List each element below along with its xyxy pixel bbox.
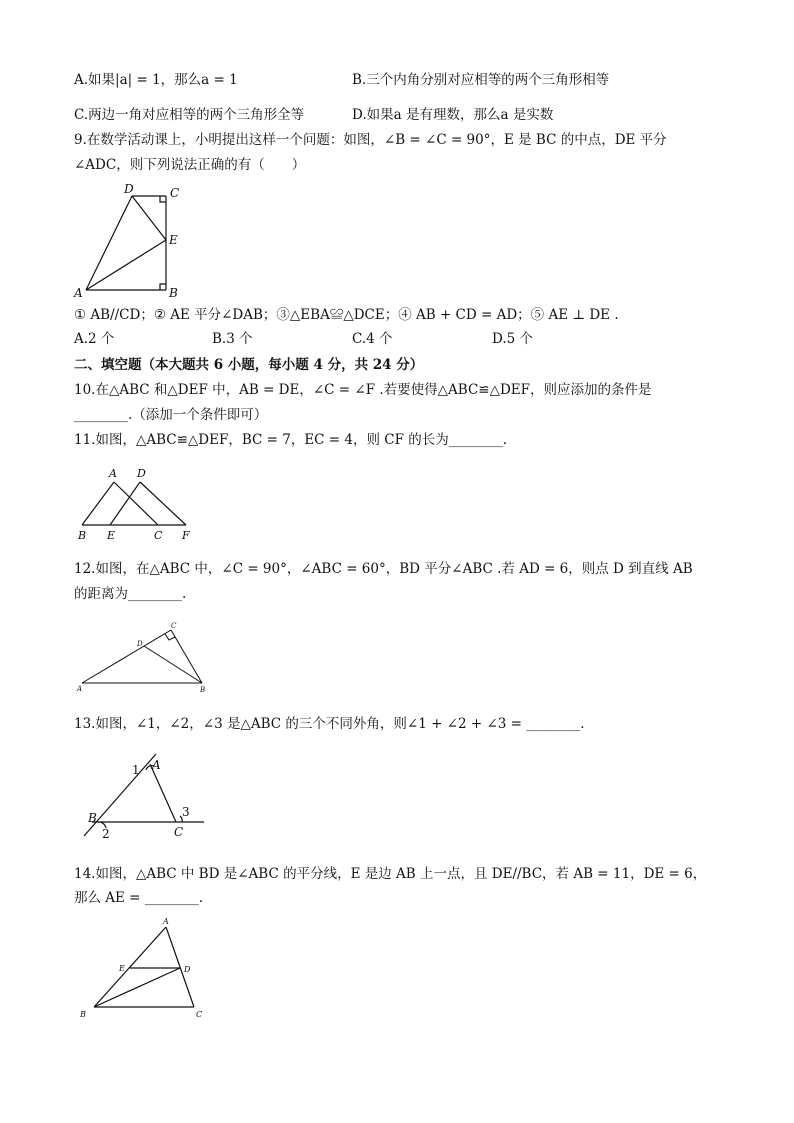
q9-option-a: A.2 个: [74, 331, 115, 347]
q9-stem-line1: 9.在数学活动课上，小明提出这样一个问题：如图，∠B = ∠C = 90°，E 是 BC 的中点，DE 平分: [74, 132, 667, 148]
q11-label-e: E: [107, 529, 116, 542]
q11-label-b: B: [78, 529, 87, 542]
q13-angle-3: 3: [182, 805, 190, 819]
q13-segment-ac: [150, 764, 176, 822]
q14-label-a: A: [163, 917, 169, 926]
q14-line2: 那么 AE = ________.: [74, 890, 204, 906]
q9-stem-line2: ∠ADC，则下列说法正确的有（ ）: [74, 157, 306, 173]
q13-label-b: B: [88, 811, 97, 825]
q8-option-b: B.三个内角分别对应相等的两个三角形相等: [352, 72, 610, 88]
q14-line1: 14.如图，△ABC 中 BD 是∠ABC 的平分线，E 是边 AB 上一点，且 DE//BC，若 AB = 11，DE = 6，: [74, 866, 707, 882]
q11-segment-ba: [82, 482, 114, 525]
q13-label-a: A: [152, 758, 161, 772]
q13-line1: 13.如图，∠1，∠2，∠3 是△ABC 的三个不同外角，则∠1 + ∠2 + ∠3 = ________.: [74, 716, 585, 732]
q14-label-b: B: [80, 1010, 86, 1019]
q12-label-a: A: [77, 685, 83, 693]
q13-angle-2: 2: [102, 827, 110, 841]
q12-figure: [74, 620, 214, 696]
q12-label-c: C: [171, 622, 177, 630]
q9-option-d: D.5 个: [492, 331, 534, 347]
q11-label-a: A: [109, 467, 117, 480]
q9-right-angle-b: [160, 284, 166, 290]
q10-line1: 10.在△ABC 和△DEF 中，AB = DE，∠C = ∠F .若要使得△ABC≌△DEF，则应添加的条件是: [74, 382, 652, 398]
q10-line2: ________.（添加一个条件即可）: [74, 407, 268, 423]
q8-option-d: D.如果a 是有理数，那么a 是实数: [352, 107, 554, 123]
q8-option-a: A.如果|a| = 1，那么a = 1: [74, 72, 238, 88]
q14-label-c: C: [196, 1010, 203, 1019]
q12-label-d: D: [137, 640, 143, 648]
q11-line1: 11.如图，△ABC≌△DEF，BC = 7，EC = 4，则 CF 的长为________.: [74, 432, 508, 448]
q11-label-f: F: [182, 529, 190, 542]
q12-segment-cb: [171, 630, 202, 683]
q9-label-e: E: [169, 233, 178, 247]
q9-option-b: B.3 个: [212, 331, 253, 347]
q11-label-d: D: [137, 467, 146, 480]
q9-option-c: C.4 个: [352, 331, 393, 347]
q12-line2: 的距离为________.: [74, 586, 187, 602]
q9-figure: [70, 182, 190, 302]
q9-statements: ① AB//CD；② AE 平分∠DAB；③△EBA≌△DCE；④ AB + CD = AD；⑤ AE ⊥ DE .: [74, 307, 619, 323]
q14-label-e: E: [119, 964, 125, 973]
q12-line1: 12.如图，在△ABC 中，∠C = 90°，∠ABC = 60°，BD 平分∠ABC .若 AD = 6，则点 D 到直线 AB: [74, 561, 693, 577]
q14-figure: [74, 915, 214, 1025]
q14-label-d: D: [184, 965, 191, 974]
q14-segment-bd: [94, 968, 180, 1007]
q9-segment-de: [132, 196, 166, 240]
q11-segment-df: [140, 482, 186, 525]
q12-label-b: B: [200, 686, 206, 694]
q12-segment-bd: [144, 646, 202, 683]
q9-label-c: C: [170, 186, 180, 200]
q11-figure: [76, 464, 206, 544]
q13-angle-1: 1: [132, 763, 140, 777]
q12-segment-ac: [82, 630, 171, 683]
q13-label-c: C: [174, 825, 184, 839]
q9-right-angle-c: [160, 196, 166, 202]
q9-label-a: A: [74, 286, 83, 300]
section-heading: 二、填空题（本大题共 6 小题，每小题 4 分，共 24 分）: [74, 357, 424, 373]
q8-option-c: C.两边一角对应相等的两个三角形全等: [74, 107, 305, 123]
q13-figure: [78, 748, 218, 844]
q9-label-d: D: [124, 182, 134, 196]
q9-label-b: B: [169, 286, 178, 300]
q11-label-c: C: [154, 529, 163, 542]
q14-segment-ba: [94, 927, 166, 1007]
